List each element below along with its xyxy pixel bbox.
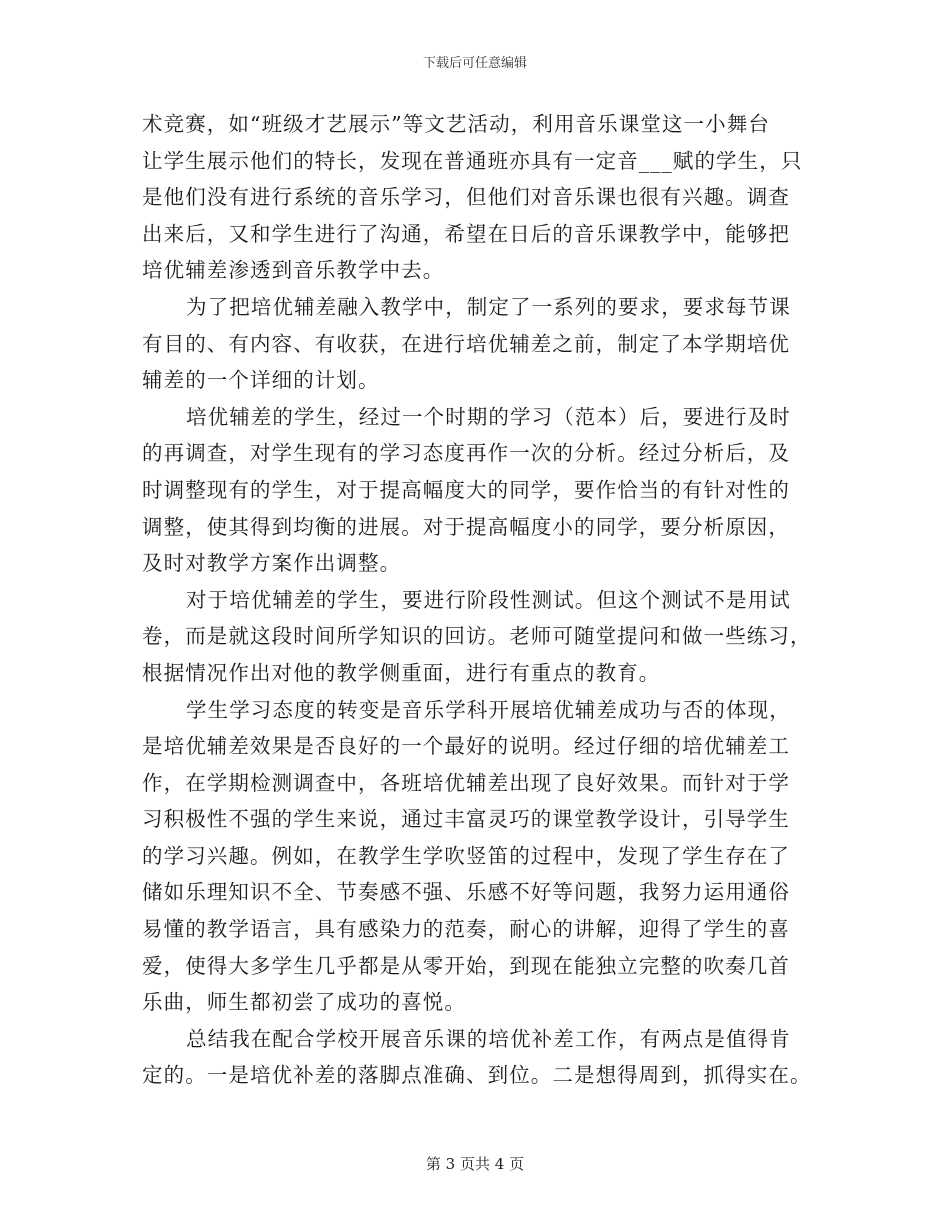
text-line: 为了把培优辅差融入教学中，制定了一系列的要求，要求每节课 [186, 294, 791, 319]
text-line: 易懂的教学语言，具有感染力的范奏，耐心的讲解，迎得了学生的喜 [142, 917, 790, 942]
text-line: 术竞赛，如“班级才艺展示”等文艺活动，利用音乐课堂这一小舞台 [142, 112, 770, 136]
text-line: 调整，使其得到均衡的进展。对于提高幅度小的同学，要分析原因， [142, 514, 790, 539]
text-line: 培优辅差渗透到音乐教学中去。 [142, 258, 445, 283]
paragraph [142, 582, 814, 692]
document-body [142, 106, 814, 1094]
text-line: 时调整现有的学生，对于提高幅度大的同学，要作恰当的有针对性的 [142, 477, 790, 502]
text-line: 的再调查，对学生现有的学习态度再作一次的分析。经过分析后，及 [142, 441, 790, 466]
text-line: 爱，使得大多学生几乎都是从零开始，到现在能独立完整的吹奏几首 [142, 953, 790, 978]
paragraph [142, 1021, 814, 1094]
paragraph [142, 692, 814, 1021]
text-line: 总结我在配合学校开展音乐课的培优补差工作，有两点是值得肯 [186, 1026, 791, 1051]
text-line: 卷，而是就这段时间所学知识的回访。老师可随堂提问和做一些练习， [142, 624, 812, 649]
text-line: 作，在学期检测调查中，各班培优辅差出现了良好效果。而针对于学 [142, 770, 790, 795]
text-line: 有目的、有内容、有收获，在进行培优辅差之前，制定了本学期培优 [142, 331, 790, 356]
text-line: 习积极性不强的学生来说，通过丰富灵巧的课堂教学设计，引导学生 [142, 807, 790, 832]
text-line: 根据情况作出对他的教学侧重面，进行有重点的教育。 [142, 660, 661, 685]
text-line: 对于培优辅差的学生，要进行阶段性测试。但这个测试不是用试 [186, 587, 791, 612]
text-line: 及时对教学方案作出调整。 [142, 551, 402, 576]
text-line: 辅差的一个详细的计划。 [142, 368, 380, 393]
page-header: 下载后可任意编辑 [422, 56, 527, 71]
text-line: 学生学习态度的转变是音乐学科开展培优辅差成功与否的体现， [186, 697, 791, 722]
paragraph [142, 106, 814, 289]
text-line: 定的。一是培优补差的落脚点准确、到位。二是想得周到，抓得实在。 [142, 1063, 812, 1088]
text-line: 让学生展示他们的特长，发现在普通班亦具有一定音___赋的学生，只 [142, 148, 803, 173]
text-line: 的学习兴趣。例如，在教学生学吹竖笛的过程中，发现了学生存在了 [142, 843, 790, 868]
paragraph [142, 289, 814, 399]
text-line: 是培优辅差效果是否良好的一个最好的说明。经过仔细的培优辅差工 [142, 734, 790, 759]
text-line: 出来后，又和学生进行了沟通，希望在日后的音乐课教学中，能够把 [142, 221, 790, 246]
text-line: 培优辅差的学生，经过一个时期的学习（范本）后，要进行及时 [186, 404, 791, 429]
page-footer: 第 3 页共 4 页 [425, 1155, 525, 1173]
paragraph [142, 399, 814, 582]
text-line: 储如乐理知识不全、节奏感不强、乐感不好等问题，我努力运用通俗 [142, 880, 790, 905]
text-line: 是他们没有进行系统的音乐学习，但他们对音乐课也很有兴趣。调查 [142, 185, 790, 210]
text-line: 乐曲，师生都初尝了成功的喜悦。 [142, 990, 466, 1015]
